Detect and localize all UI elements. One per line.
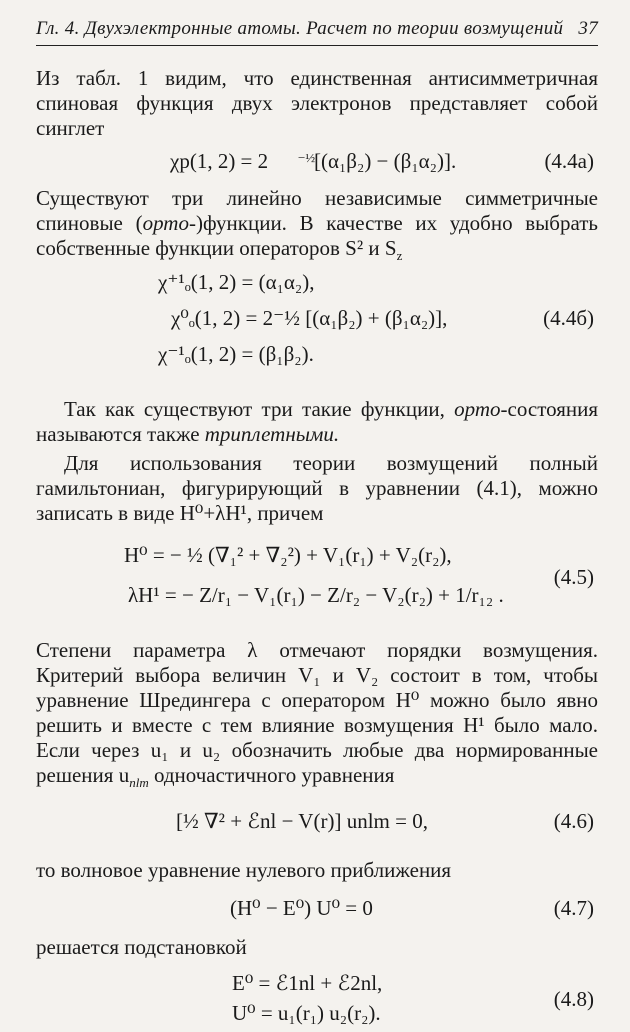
equation-4-4b-line-1: χ⁺¹ₒ(1, 2) = (α₁α₂), <box>158 270 315 294</box>
paragraph-2-a: Существуют три линейно независимые симметричные спиновые ( <box>36 186 598 235</box>
equation-4-5 <box>36 538 598 618</box>
paragraph-2-subscript: z <box>396 248 403 264</box>
running-head <box>36 18 598 46</box>
equation-number-4-4b: (4.4б) <box>543 306 594 330</box>
paragraph-2 <box>36 186 598 264</box>
page-number: 37 <box>578 18 598 39</box>
paragraph-3 <box>36 397 598 447</box>
equation-number-4-7: (4.7) <box>553 896 594 920</box>
paragraph-5 <box>36 638 598 791</box>
equation-4-6-body: [½ ∇² + ℰnl − V(r)] unlm = 0, <box>176 809 428 833</box>
equation-4-4b <box>36 269 598 375</box>
equation-number-4-4a: (4.4а) <box>544 149 594 173</box>
equation-4-7-body: (H⁰ − E⁰) U⁰ = 0 <box>230 896 373 920</box>
paragraph-7: решается подстановкой <box>36 935 247 959</box>
paragraph-3-italic-2: триплетными. <box>204 422 340 446</box>
equation-number-4-8: (4.8) <box>553 987 594 1011</box>
equation-4-4a <box>36 144 598 178</box>
equation-4-4a-body: [(α₁β₂) − (β₁α₂)]. <box>314 149 457 173</box>
equation-4-8-line-2: U⁰ = u₁(r₁) u₂(r₂). <box>232 1001 381 1025</box>
paragraph-4: Для использования теории возмущений полный гамильтониан, фигурирующий в уравнении (4.1), можно записать в виде H⁰+λH¹, причем <box>36 451 598 525</box>
equation-4-8-line-1: E⁰ = ℰ1nl + ℰ2nl, <box>232 971 383 995</box>
paragraph-6: то волновое уравнение нулевого приближения <box>36 858 452 882</box>
equation-4-4a-exp: −½ <box>298 150 316 165</box>
paragraph-2-b: )функции. В качестве их удобно выбрать собственные функции операторов S² и S <box>36 211 598 260</box>
equation-4-4b-line-3: χ⁻¹ₒ(1, 2) = (β₁β₂). <box>158 342 314 366</box>
paragraph-5-subscript: nlm <box>129 775 149 791</box>
equation-number-4-6: (4.6) <box>553 809 594 833</box>
paragraph-3-italic-1: орто <box>454 397 501 421</box>
equation-number-4-5: (4.5) <box>553 565 594 589</box>
equation-4-5-line-2: λH¹ = − Z/r₁ − V₁(r₁) − Z/r₂ − V₂(r₂) + 1/r₁₂ . <box>128 583 504 607</box>
running-title: Гл. 4. Двухэлектронные атомы. Расчет по теории возмущений <box>36 18 564 39</box>
equation-4-7 <box>36 891 598 925</box>
equation-4-8 <box>36 968 598 1032</box>
paragraph-2-italic: орто- <box>142 211 196 235</box>
paragraph-5-end: одночастичного уравнения <box>148 763 395 787</box>
paragraph-3-a: Так как существуют три такие функции, <box>64 397 455 421</box>
page <box>36 18 598 1032</box>
paragraph-1: Из табл. 1 видим, что единственная антисимметричная спиновая функция двух электронов представляет собой синглет <box>36 66 598 140</box>
equation-4-4a-lhs: χp(1, 2) = 2 <box>170 149 269 173</box>
paragraph-3-b: -состояния называются также <box>36 397 598 446</box>
paragraph-5-a: Степени параметра λ отмечают порядки возмущения. Критерий выбора величин V₁ и V₂ состоит в том, чтобы уравнение Шредингера с оператором H⁰ можно было явно решить и вместе с тем влияние возмущения H¹ было мало. Если через u₁ и u₂ обозначить любые два нормированные решения u <box>36 638 598 787</box>
equation-4-6 <box>36 800 598 844</box>
equation-4-5-line-1: H⁰ = − ½ (∇₁² + ∇₂²) + V₁(r₁) + V₂(r₂), <box>124 543 452 567</box>
equation-4-4b-line-2: χ⁰ₒ(1, 2) = 2⁻½ [(α₁β₂) + (β₁α₂)], <box>171 306 448 330</box>
